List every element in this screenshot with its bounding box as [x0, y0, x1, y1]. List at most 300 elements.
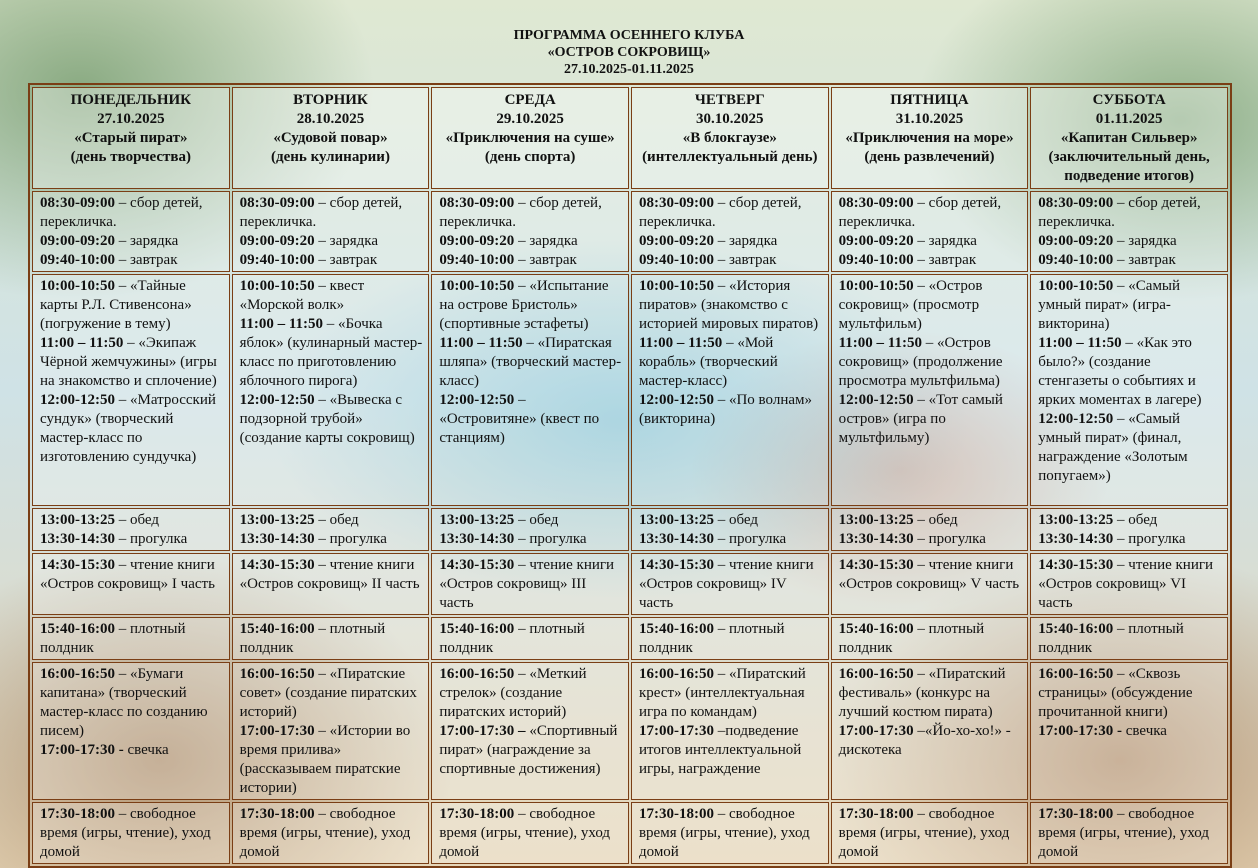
day-name: ПЯТНИЦА	[890, 92, 969, 108]
activity-entry	[839, 277, 1023, 334]
day-header-1	[232, 87, 430, 189]
activity-description: – чтение книги «Остров сокровищ» V часть	[838, 557, 1020, 592]
schedule-cell	[631, 553, 829, 615]
schedule-cell	[431, 508, 629, 551]
activity-time: 09:00-09:20	[40, 233, 115, 249]
activity-time: 09:00-09:20	[638, 233, 714, 249]
activity-entry	[240, 665, 424, 722]
activity-description: – «Пиратская шляпа» (творческий мастер-класс)	[439, 335, 622, 389]
activity-description: – зарядка	[514, 233, 578, 249]
day-name: СУББОТА	[1092, 92, 1166, 108]
activity-time: 14:30-15:30	[638, 557, 714, 573]
activity-description: – «Пиратские совет» (создание пиратских историй)	[239, 666, 417, 720]
day-date: 29.10.2025	[496, 111, 564, 127]
activity-entry	[839, 391, 1023, 448]
activity-entry	[639, 251, 823, 270]
activity-time: 13:00-13:25	[40, 512, 115, 528]
activity-time: 09:40-10:00	[838, 252, 914, 268]
activity-time: 12:00-12:50	[40, 392, 115, 408]
schedule-cell	[631, 508, 829, 551]
activity-entry	[839, 232, 1023, 251]
activity-time: 17:00-17:30	[239, 723, 315, 739]
activity-time: 11:00 – 11:50	[239, 316, 323, 332]
activity-time: 17:30-18:00	[239, 806, 315, 822]
activity-entry	[1038, 232, 1222, 251]
schedule-body	[32, 191, 1228, 864]
activity-time: 09:00-09:20	[239, 233, 315, 249]
activity-description: – «Как это было?» (создание стенгазеты о событиях и ярких моментах в лагере)	[1038, 335, 1202, 408]
activity-description: – обед	[913, 512, 958, 528]
day-header-2	[431, 87, 629, 189]
schedule-cell	[1030, 274, 1228, 506]
activity-entry	[839, 530, 1023, 549]
activity-description: – «Экипаж Чёрной жемчужины» (игры на знакомство и сплочение)	[40, 335, 217, 389]
activity-entry	[40, 620, 224, 658]
activity-entry	[839, 722, 1023, 760]
schedule-cell	[831, 508, 1029, 551]
activity-time: 13:00-13:25	[838, 512, 914, 528]
activity-description: – «Бумаги капитана» (творческий мастер-класс по созданию писем)	[40, 666, 208, 739]
activity-time: 14:30-15:30	[838, 557, 914, 573]
activity-entry	[639, 391, 823, 429]
activity-time: 13:00-13:25	[439, 512, 515, 528]
schedule-cell	[631, 617, 829, 660]
activity-time: 17:30-18:00	[40, 806, 115, 822]
activity-description: – «Испытание на острове Бристоль» (спортивные эстафеты)	[439, 278, 609, 332]
schedule-cell	[232, 553, 430, 615]
activity-description: – завтрак	[314, 252, 378, 268]
activity-entry	[839, 194, 1023, 232]
schedule-cell	[631, 802, 829, 864]
activity-description: – чтение книги «Остров сокровищ» II часть	[239, 557, 420, 592]
activity-time: 17:00-17:30 -	[1038, 723, 1123, 739]
schedule-cell	[232, 191, 430, 272]
activity-entry	[639, 530, 823, 549]
activity-entry	[40, 251, 224, 270]
schedule-cell	[232, 508, 430, 551]
activity-entry	[439, 722, 623, 779]
activity-time: 16:00-16:50	[838, 666, 914, 682]
schedule-row	[32, 617, 1228, 660]
activity-description: – «Истории во время прилива» (рассказываем пиратские истории)	[239, 723, 411, 796]
activity-time: 08:30-09:00	[439, 195, 515, 211]
activity-time: 12:00-12:50	[239, 392, 315, 408]
activity-entry	[1038, 805, 1222, 862]
schedule-cell	[431, 191, 629, 272]
activity-description: – «Остров сокровищ» (просмотр мультфильм)	[838, 278, 983, 332]
activity-time: 15:40-16:00	[40, 621, 115, 637]
activity-time: 14:30-15:30	[239, 557, 315, 573]
activity-entry	[639, 194, 823, 232]
activity-time: 09:40-10:00	[40, 252, 115, 268]
activity-time: 13:30-14:30	[40, 531, 115, 547]
activity-time: 10:00-10:50	[638, 278, 714, 294]
activity-description: – прогулка	[913, 531, 986, 547]
schedule-cell	[232, 274, 430, 506]
schedule-cell	[431, 617, 629, 660]
activity-entry	[240, 722, 424, 798]
schedule-cell	[32, 617, 230, 660]
activity-time: 17:00-17:30 -	[40, 742, 124, 758]
activity-time: 13:00-13:25	[1038, 512, 1114, 528]
activity-description: – зарядка	[1113, 233, 1177, 249]
activity-description: – «По волнам» (викторина)	[638, 392, 812, 427]
activity-entry	[40, 805, 224, 862]
activity-description: – квест «Морской волк»	[239, 278, 365, 313]
activity-time: 13:30-14:30	[1038, 531, 1114, 547]
activity-entry	[240, 277, 424, 315]
activity-entry	[1038, 620, 1222, 658]
activity-description: – «Матросский сундук» (творческий мастер-класс по изготовлению сундучка)	[40, 392, 216, 465]
activity-time: 15:40-16:00	[838, 621, 914, 637]
activity-entry	[1038, 722, 1222, 741]
activity-entry	[40, 334, 224, 391]
activity-description: – «Мой корабль» (творческий мастер-класс)	[638, 335, 778, 389]
day-header-5	[1030, 87, 1228, 189]
activity-time: 17:30-18:00	[638, 806, 714, 822]
activity-description: – свободное время (игры, чтение), уход домой	[40, 806, 211, 860]
activity-description: – плотный полдник	[638, 621, 785, 656]
activity-time: 12:00-12:50	[439, 392, 515, 408]
activity-entry	[639, 511, 823, 530]
activity-description: – «Тот самый остров» (игра по мультфильму)	[838, 392, 1003, 446]
activity-time: 16:00-16:50	[40, 666, 115, 682]
day-name: ЧЕТВЕРГ	[694, 92, 765, 108]
activity-time: 10:00-10:50	[40, 278, 115, 294]
activity-time: 11:00 – 11:50	[439, 335, 523, 351]
title-line-1: ПРОГРАММА ОСЕННЕГО КЛУБА	[513, 28, 745, 43]
schedule-row	[32, 274, 1228, 506]
activity-description: – «Остров сокровищ» (продолжение просмотра мультфильма)	[838, 335, 1003, 389]
activity-time: 17:30-18:00	[838, 806, 914, 822]
activity-entry	[40, 277, 224, 334]
day-date: 30.10.2025	[696, 111, 764, 127]
activity-time: 17:00-17:30	[638, 723, 714, 739]
activity-description: – прогулка	[514, 531, 587, 547]
activity-entry	[839, 334, 1023, 391]
activity-entry	[839, 251, 1023, 270]
activity-time: 14:30-15:30	[439, 557, 515, 573]
activity-time: 15:40-16:00	[638, 621, 714, 637]
day-theme: «В блокгаузе»	[682, 130, 777, 146]
activity-description: – «Самый умный пират» (финал, награждение «Золотым попугаем»)	[1038, 411, 1188, 484]
activity-time: 13:30-14:30	[439, 531, 515, 547]
activity-description: – «Тайные карты Р.Л. Стивенсона» (погружение в тему)	[40, 278, 192, 332]
activity-time: 13:30-14:30	[838, 531, 914, 547]
activity-entry	[240, 511, 424, 530]
activity-description: –подведение итогов интеллектуальной игры, награждение	[638, 723, 802, 777]
schedule-cell	[431, 662, 629, 800]
activity-description: – чтение книги «Остров сокровищ» III часть	[439, 557, 615, 611]
day-header-4	[831, 87, 1029, 189]
activity-time: 09:00-09:20	[439, 233, 515, 249]
schedule-cell	[831, 617, 1029, 660]
activity-time: 09:40-10:00	[439, 252, 515, 268]
activity-time: 09:40-10:00	[239, 252, 315, 268]
activity-description: – сбор детей, перекличка.	[838, 195, 1002, 230]
activity-description: свечка	[123, 742, 169, 758]
schedule-cell	[631, 274, 829, 506]
schedule-cell	[1030, 553, 1228, 615]
activity-entry	[439, 251, 623, 270]
activity-entry	[240, 530, 424, 549]
activity-entry	[1038, 251, 1222, 270]
activity-entry	[839, 620, 1023, 658]
activity-entry	[439, 232, 623, 251]
activity-entry	[639, 232, 823, 251]
day-name: ПОНЕДЕЛЬНИК	[70, 92, 192, 108]
schedule-cell	[431, 802, 629, 864]
activity-time: 13:00-13:25	[239, 512, 315, 528]
day-date: 27.10.2025	[97, 111, 165, 127]
activity-time: 08:30-09:00	[638, 195, 714, 211]
activity-time: 17:00-17:30	[838, 723, 914, 739]
schedule-cell	[32, 508, 230, 551]
day-subtitle: (день кулинарии)	[271, 149, 390, 165]
schedule-cell	[32, 553, 230, 615]
activity-entry	[40, 556, 224, 594]
activity-time: 17:00-17:30 –	[439, 723, 526, 739]
day-subtitle: (заключительный день, подведение итогов)	[1048, 149, 1210, 184]
activity-time: 08:30-09:00	[1038, 195, 1114, 211]
activity-description: – обед	[1113, 512, 1158, 528]
activity-time: 14:30-15:30	[40, 557, 115, 573]
activity-entry	[240, 391, 424, 448]
activity-entry	[40, 665, 224, 741]
activity-time: 11:00 – 11:50	[40, 335, 124, 351]
activity-time: 15:40-16:00	[239, 621, 315, 637]
activity-description: «Спортивный пират» (награждение за спортивные достижения)	[439, 723, 618, 777]
activity-time: 16:00-16:50	[439, 666, 515, 682]
day-theme: «Приключения на суше»	[445, 130, 615, 146]
schedule-cell	[1030, 802, 1228, 864]
activity-time: 15:40-16:00	[1038, 621, 1114, 637]
activity-description: – плотный полдник	[1038, 621, 1184, 656]
schedule-cell	[631, 191, 829, 272]
activity-description: – прогулка	[1113, 531, 1186, 547]
day-subtitle: (день развлечений)	[864, 149, 995, 165]
day-date: 01.11.2025	[1095, 111, 1163, 127]
activity-description: – чтение книги «Остров сокровищ» VI часть	[1038, 557, 1214, 611]
activity-description: – свободное время (игры, чтение), уход домой	[239, 806, 411, 860]
activity-entry	[40, 741, 224, 760]
activity-entry	[1038, 410, 1222, 486]
activity-entry	[439, 277, 623, 334]
activity-time: 15:40-16:00	[439, 621, 515, 637]
schedule-cell	[1030, 662, 1228, 800]
program-title	[0, 27, 1258, 78]
schedule-cell	[32, 191, 230, 272]
activity-time: 10:00-10:50	[239, 278, 315, 294]
activity-entry	[439, 665, 623, 722]
activity-entry	[240, 315, 424, 391]
activity-entry	[240, 194, 424, 232]
activity-description: – чтение книги «Остров сокровищ» I часть	[40, 557, 215, 592]
activity-time: 12:00-12:50	[838, 392, 914, 408]
activity-entry	[1038, 334, 1222, 410]
schedule-table	[28, 83, 1232, 868]
activity-entry	[40, 391, 224, 467]
activity-time: 16:00-16:50	[1038, 666, 1114, 682]
schedule-row	[32, 553, 1228, 615]
activity-time: 13:30-14:30	[638, 531, 714, 547]
activity-description: – зарядка	[115, 233, 179, 249]
activity-description: – обед	[115, 512, 160, 528]
schedule-cell	[1030, 508, 1228, 551]
activity-description: – чтение книги «Остров сокровищ» IV часть	[638, 557, 814, 611]
activity-time: 08:30-09:00	[239, 195, 315, 211]
activity-description: – плотный полдник	[40, 621, 186, 656]
activity-entry	[439, 334, 623, 391]
activity-entry	[40, 194, 224, 232]
schedule-row	[32, 662, 1228, 800]
activity-time: 13:30-14:30	[239, 531, 315, 547]
activity-time: 17:30-18:00	[439, 806, 515, 822]
schedule-cell	[32, 802, 230, 864]
activity-entry	[240, 251, 424, 270]
day-theme: «Приключения на море»	[845, 130, 1014, 146]
activity-description: – плотный полдник	[439, 621, 585, 656]
schedule-cell	[831, 191, 1029, 272]
activity-description: – свободное время (игры, чтение), уход домой	[1038, 806, 1210, 860]
activity-time: 10:00-10:50	[439, 278, 515, 294]
activity-description: – завтрак	[514, 252, 577, 268]
activity-entry	[439, 391, 623, 448]
activity-description: – обед	[713, 512, 758, 528]
activity-description: – обед	[314, 512, 359, 528]
schedule-cell	[431, 274, 629, 506]
activity-entry	[40, 232, 224, 251]
activity-entry	[1038, 511, 1222, 530]
title-line-2: «ОСТРОВ СОКРОВИЩ»	[547, 45, 711, 60]
day-date: 28.10.2025	[296, 111, 365, 127]
activity-time: 09:40-10:00	[1038, 252, 1114, 268]
activity-description: – «Пиратский крест» (интеллектуальная игра по командам)	[638, 666, 806, 720]
activity-entry	[240, 232, 424, 251]
activity-description: – зарядка	[314, 233, 378, 249]
activity-description: – «Пиратский фестиваль» (конкурс на лучший костюм пирата)	[838, 666, 1006, 720]
activity-time: 16:00-16:50	[239, 666, 315, 682]
schedule-cell	[1030, 617, 1228, 660]
activity-entry	[639, 805, 823, 862]
activity-entry	[439, 620, 623, 658]
activity-description: – завтрак	[1113, 252, 1176, 268]
activity-description: – «Самый умный пират» (игра-викторина)	[1038, 278, 1181, 332]
activity-entry	[639, 334, 823, 391]
activity-entry	[639, 277, 823, 334]
schedule-cell	[232, 802, 430, 864]
activity-description: – сбор детей, перекличка.	[638, 195, 802, 230]
schedule-cell	[232, 617, 430, 660]
activity-time: 09:00-09:20	[1038, 233, 1114, 249]
activity-time: 11:00 – 11:50	[838, 335, 922, 351]
day-subtitle: (день спорта)	[484, 149, 576, 165]
activity-entry	[639, 620, 823, 658]
activity-entry	[439, 194, 623, 232]
activity-description: – «Меткий стрелок» (создание пиратских историй)	[439, 666, 587, 720]
activity-description: – «История пиратов» (знакомство с историей мировых пиратов)	[638, 278, 819, 332]
activity-description: – завтрак	[713, 252, 777, 268]
activity-time: 12:00-12:50	[638, 392, 714, 408]
activity-time: 10:00-10:50	[1038, 278, 1114, 294]
activity-entry	[240, 805, 424, 862]
activity-time: 10:00-10:50	[838, 278, 914, 294]
activity-description: – обед	[514, 512, 559, 528]
title-line-3: 27.10.2025-01.11.2025	[564, 62, 694, 77]
day-theme: «Судовой повар»	[273, 130, 388, 146]
schedule-cell	[431, 553, 629, 615]
activity-entry	[40, 511, 224, 530]
activity-entry	[1038, 665, 1222, 722]
activity-entry	[439, 511, 623, 530]
activity-entry	[639, 556, 823, 613]
schedule-cell	[32, 274, 230, 506]
activity-time: 09:40-10:00	[638, 252, 714, 268]
schedule-cell	[631, 662, 829, 800]
activity-entry	[839, 665, 1023, 722]
activity-entry	[839, 511, 1023, 530]
day-date: 31.10.2025	[895, 111, 964, 127]
day-theme: «Капитан Сильвер»	[1060, 130, 1198, 146]
activity-time: 17:30-18:00	[1038, 806, 1114, 822]
activity-entry	[240, 556, 424, 594]
activity-entry	[439, 530, 623, 549]
activity-description: – плотный полдник	[838, 621, 985, 656]
header-row	[32, 87, 1228, 189]
activity-description: – зарядка	[913, 233, 977, 249]
activity-entry	[439, 556, 623, 613]
schedule-cell	[831, 662, 1029, 800]
activity-time: 13:00-13:25	[638, 512, 714, 528]
day-header-0	[32, 87, 230, 189]
activity-time: 11:00 – 11:50	[1038, 335, 1122, 351]
activity-description: – «Сквозь страницы» (обсуждение прочитанной книги)	[1038, 666, 1193, 720]
activity-description: – прогулка	[314, 531, 387, 547]
activity-entry	[639, 722, 823, 779]
day-subtitle: (интеллектуальный день)	[642, 149, 818, 165]
day-name: СРЕДА	[504, 92, 556, 108]
activity-entry	[240, 620, 424, 658]
day-subtitle: (день творчества)	[70, 149, 191, 165]
activity-description: – «Вывеска с подзорной трубой» (создание карты сокровищ)	[239, 392, 415, 446]
activity-description: – свободное время (игры, чтение), уход домой	[439, 806, 611, 860]
day-theme: «Старый пират»	[74, 130, 188, 146]
activity-time: 12:00-12:50	[1038, 411, 1114, 427]
activity-description: свечка	[1122, 723, 1167, 739]
activity-description: – сбор детей, перекличка.	[1038, 195, 1201, 230]
activity-description: – завтрак	[115, 252, 178, 268]
activity-description: – прогулка	[713, 531, 787, 547]
activity-description: – «Островитяне» (квест по станциям)	[439, 392, 600, 446]
activity-description: – завтрак	[913, 252, 977, 268]
activity-time: 08:30-09:00	[838, 195, 914, 211]
activity-time: 08:30-09:00	[40, 195, 115, 211]
activity-description: – плотный полдник	[239, 621, 386, 656]
activity-description: – «Бочка яблок» (кулинарный мастер-класс по приготовлению яблочного пирога)	[239, 316, 423, 389]
activity-description: –«Йо-хо-хо!» - дискотека	[838, 723, 1011, 758]
activity-entry	[1038, 530, 1222, 549]
activity-entry	[439, 805, 623, 862]
activity-time: 09:00-09:20	[838, 233, 914, 249]
activity-entry	[839, 805, 1023, 862]
schedule-cell	[831, 802, 1029, 864]
schedule-row	[32, 508, 1228, 551]
schedule-row	[32, 191, 1228, 272]
schedule-row	[32, 802, 1228, 864]
activity-description: – сбор детей, перекличка.	[40, 195, 203, 230]
activity-time: 14:30-15:30	[1038, 557, 1114, 573]
activity-entry	[639, 665, 823, 722]
